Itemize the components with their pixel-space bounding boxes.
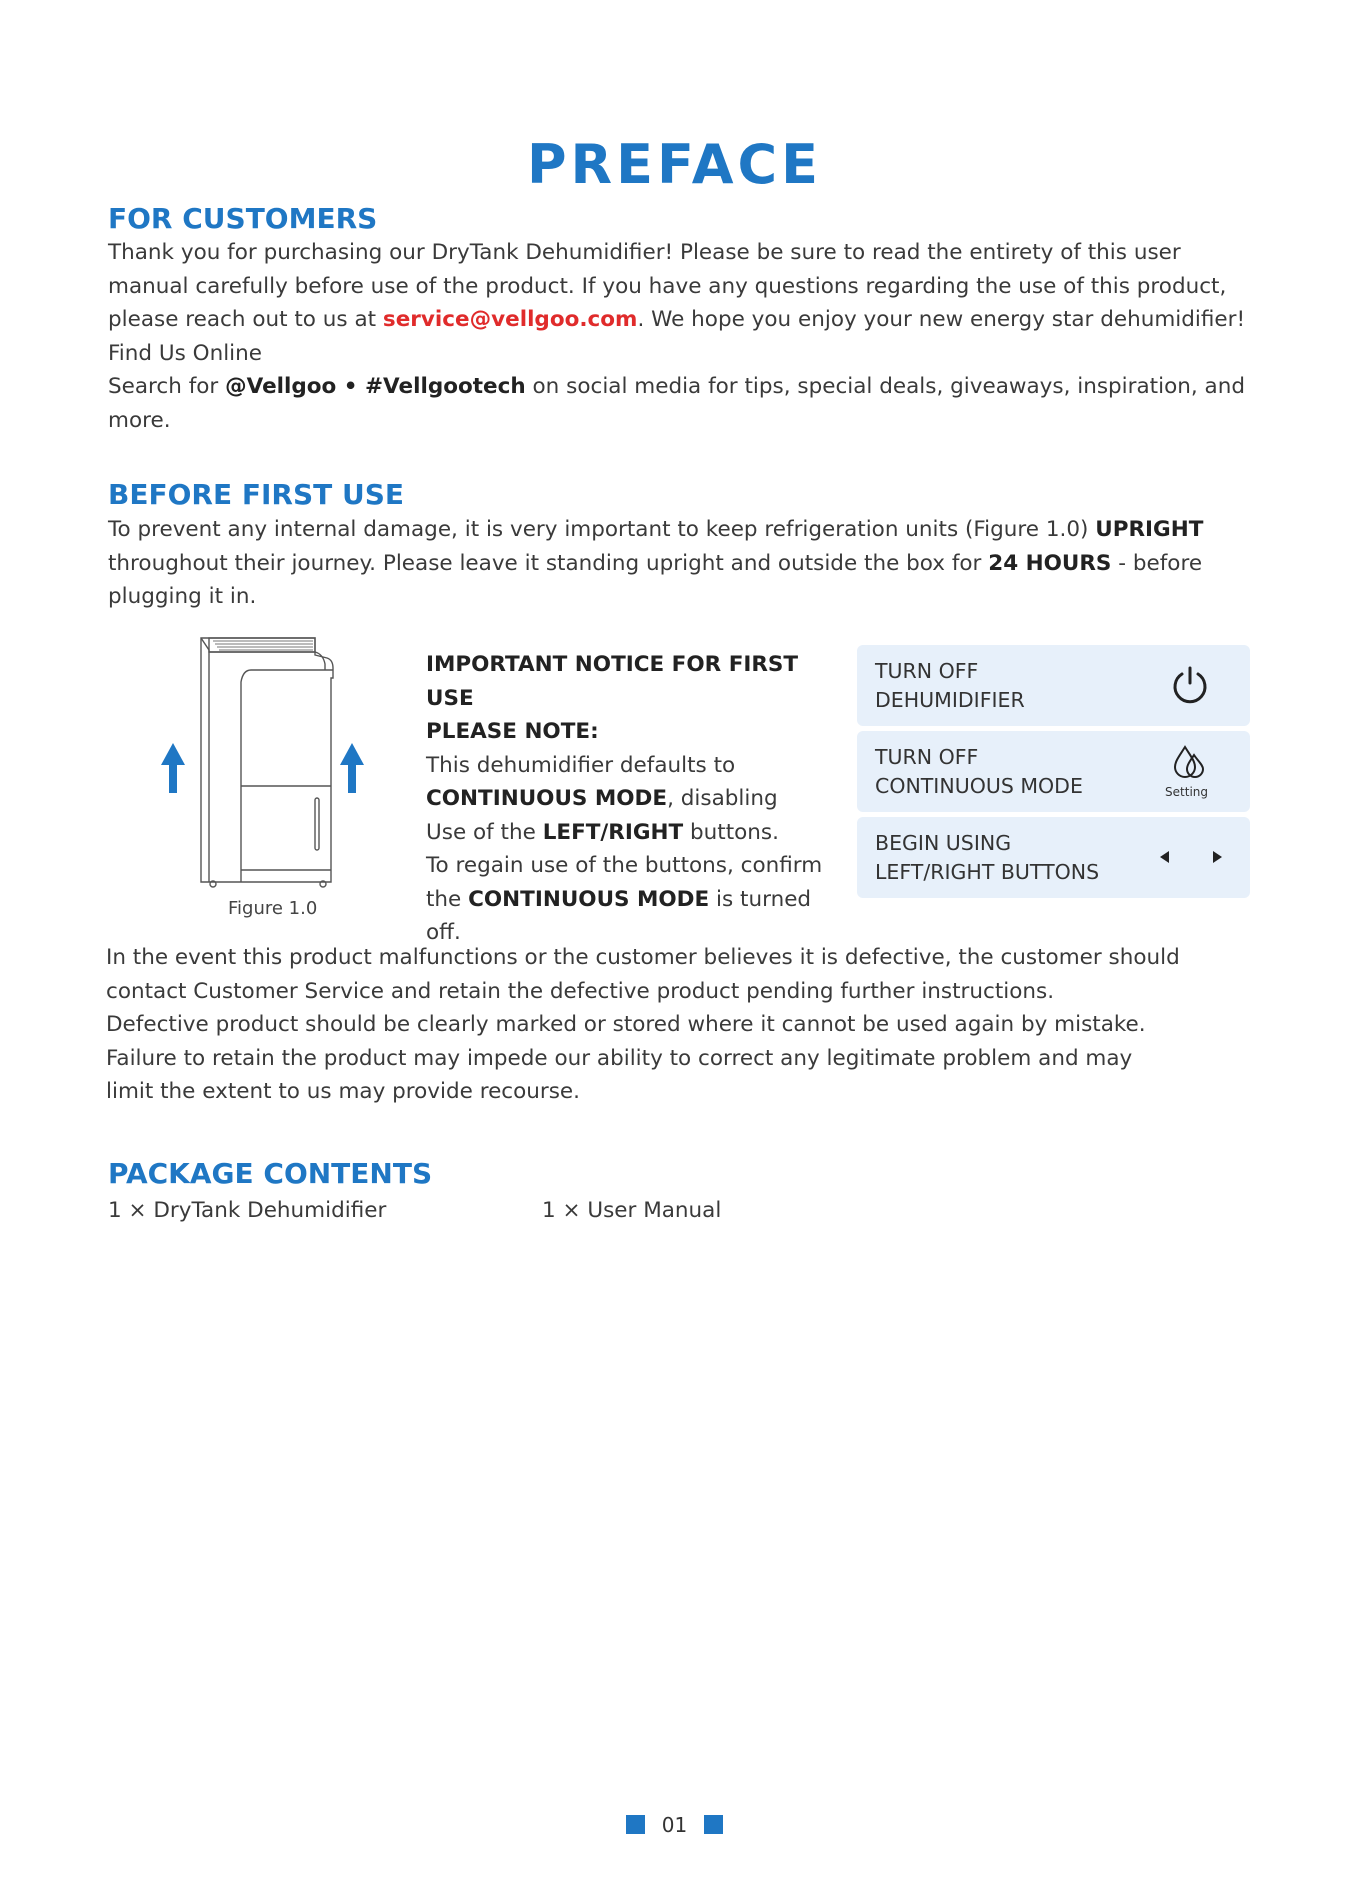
text-line	[108, 370, 1258, 404]
continuous-mode-emphasis: CONTINUOUS MODE	[426, 786, 668, 811]
figure-caption: Figure 1.0	[228, 898, 318, 919]
setting-drops-icon	[1170, 743, 1210, 785]
text-span: the	[426, 886, 469, 912]
step-card-begin-using-buttons	[857, 817, 1250, 898]
page-marker-right	[704, 1815, 723, 1834]
step-line: CONTINUOUS MODE	[875, 773, 1083, 798]
step-line: LEFT/RIGHT BUTTONS	[875, 859, 1100, 884]
text-line: Thank you for purchasing our DryTank Dehumidifier! Please be sure to read the entirety of this user	[108, 240, 1181, 265]
upright-emphasis: UPRIGHT	[1095, 517, 1204, 542]
text-line	[108, 513, 1258, 547]
hours-emphasis: 24 HOURS	[988, 550, 1112, 576]
text-line: limit the extent to us may provide recourse.	[106, 1079, 580, 1104]
page-number-text: 01	[661, 1813, 688, 1837]
social-handles: @Vellgoo • #Vellgootech	[225, 374, 526, 399]
text-span: on social media for tips, special deals, giveaways, inspiration, and	[525, 374, 1245, 399]
text-line	[108, 547, 1258, 581]
page-title: PREFACE	[526, 133, 823, 196]
text-line: manual carefully before use of the product. If you have any questions regarding the use of this product,	[108, 273, 1227, 299]
before-first-use-heading: BEFORE FIRST USE	[108, 478, 404, 511]
step-line: TURN OFF	[875, 659, 979, 683]
upright-arrow-right-icon	[340, 743, 364, 793]
notice-subheading: PLEASE NOTE:	[426, 719, 599, 744]
text-span: please reach out to us at	[108, 307, 383, 332]
text-span: is turned off.	[426, 886, 812, 945]
text-span: buttons.	[683, 819, 779, 845]
text-line: Failure to retain the product may impede our ability to correct any legitimate problem and may	[106, 1045, 1133, 1071]
text-span: throughout their journey. Please leave it standing upright and outside the box for	[108, 550, 989, 576]
email-link[interactable]: service@vellgoo.com	[382, 307, 638, 332]
notice-heading: IMPORTANT NOTICE FOR FIRST USE	[426, 652, 799, 711]
before-first-use-text	[108, 513, 1258, 614]
for-customers-text	[108, 236, 1258, 437]
text-line: plugging it in.	[108, 584, 257, 609]
text-line: contact Customer Service and retain the defective product pending further instructions.	[106, 978, 1055, 1004]
step-card-turn-off-dehumidifier	[857, 645, 1250, 726]
continuous-mode-emphasis: CONTINUOUS MODE	[468, 886, 710, 912]
package-item: 1 × DryTank Dehumidifier	[108, 1198, 387, 1223]
text-line: In the event this product malfunctions or the customer believes it is defective, the customer should	[106, 945, 1180, 970]
power-icon	[1170, 665, 1210, 709]
text-span: , disabling	[667, 786, 778, 811]
text-line	[108, 303, 1258, 337]
notice-line	[426, 883, 846, 950]
left-right-emphasis: LEFT/RIGHT	[542, 819, 684, 845]
package-item: 1 × User Manual	[542, 1198, 722, 1223]
page-marker-left	[626, 1815, 645, 1834]
step-card-turn-off-continuous-mode	[857, 731, 1250, 812]
package-contents-heading: PACKAGE CONTENTS	[108, 1157, 433, 1190]
page-number	[0, 1813, 1349, 1837]
upright-arrow-left-icon	[161, 743, 185, 793]
notice-line	[426, 816, 846, 850]
text-span: Search for	[108, 374, 226, 399]
important-notice	[426, 648, 846, 950]
step-label	[875, 743, 1083, 800]
notice-line	[426, 782, 846, 816]
step-line: TURN OFF	[875, 745, 979, 769]
step-label	[875, 657, 1025, 714]
setting-label: Setting	[1165, 785, 1208, 799]
text-line: more.	[108, 407, 171, 433]
malfunction-text	[106, 941, 1256, 1109]
step-line: DEHUMIDIFIER	[875, 687, 1025, 712]
left-right-arrows-icon	[1156, 847, 1226, 871]
text-span: To prevent any internal damage, it is very important to keep refrigeration units (Figure 1.0)	[108, 517, 1096, 542]
text-span: . We hope you enjoy your new energy star dehumidifier!	[637, 307, 1246, 332]
notice-line: This dehumidifier defaults to	[426, 752, 736, 778]
notice-line: To regain use of the buttons, confirm	[426, 853, 823, 878]
text-span: Use of the	[426, 819, 543, 845]
text-span: - before	[1111, 550, 1203, 576]
step-label	[875, 829, 1099, 886]
text-line: Defective product should be clearly marked or stored where it cannot be used again by mistake.	[106, 1012, 1146, 1037]
find-us-online: Find Us Online	[108, 340, 263, 366]
dehumidifier-illustration	[155, 630, 385, 894]
step-line: BEGIN USING	[875, 831, 1012, 855]
for-customers-heading: FOR CUSTOMERS	[108, 202, 378, 235]
